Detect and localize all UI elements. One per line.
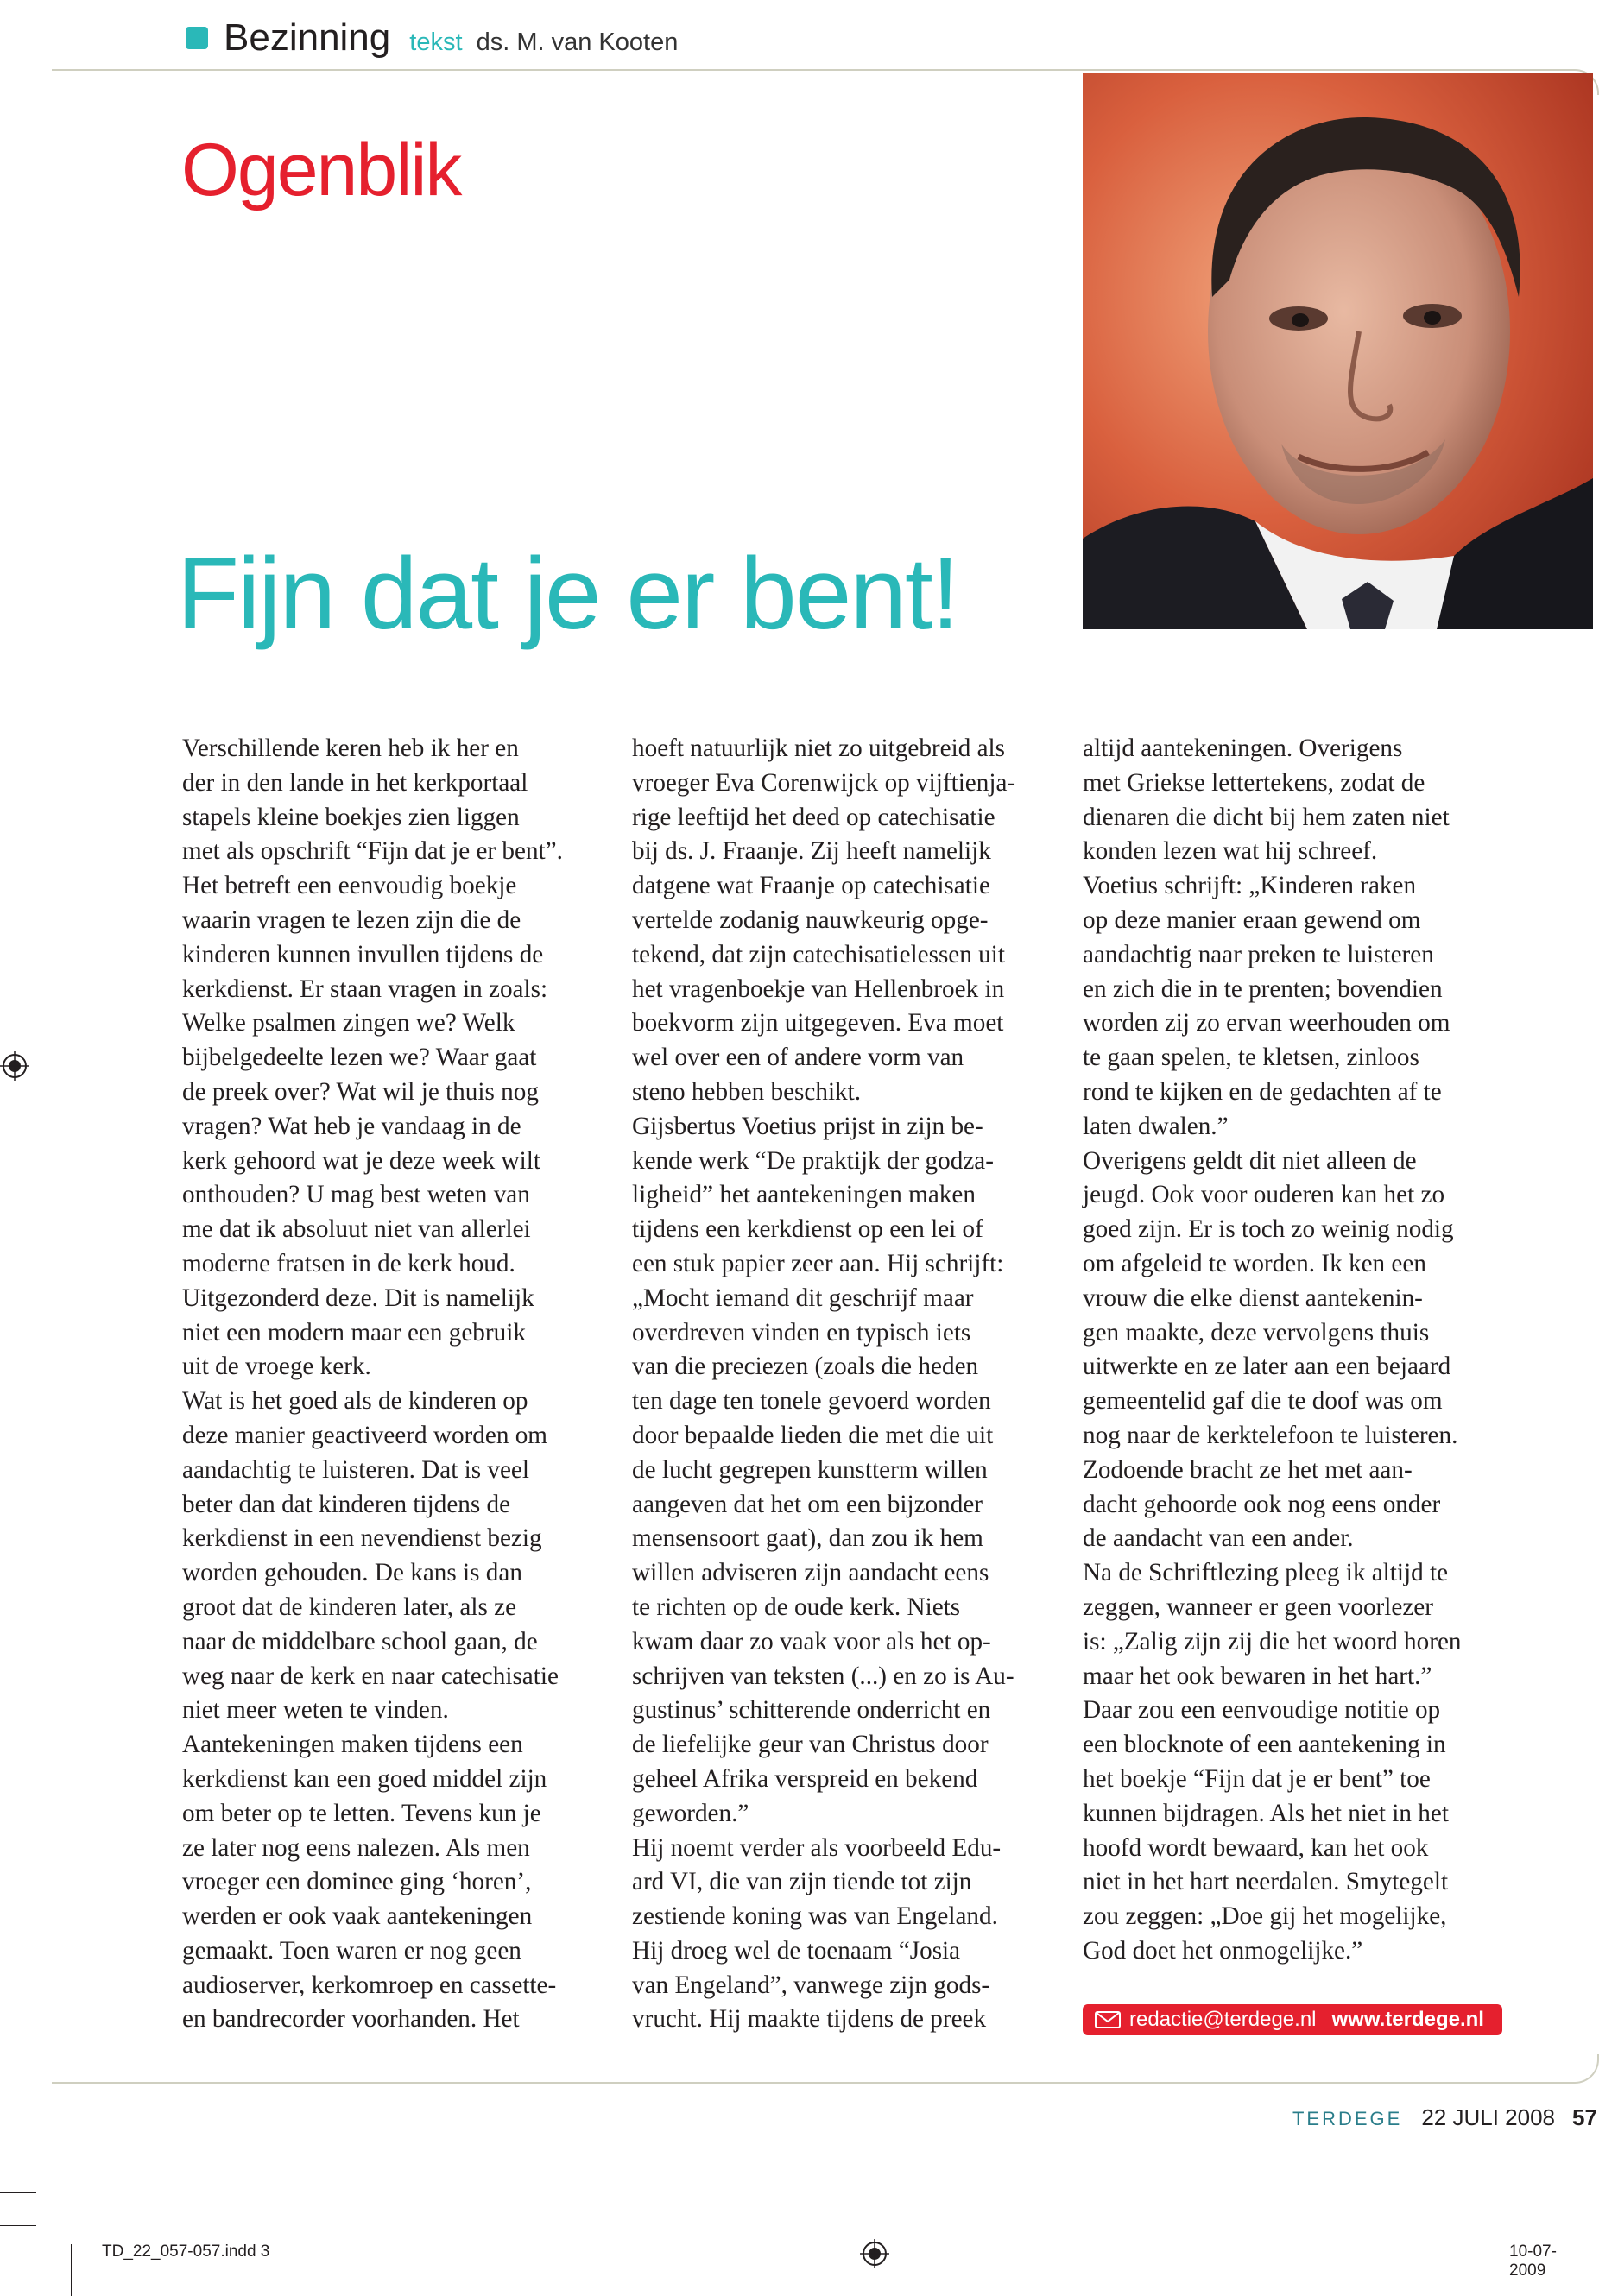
text-line: te gaan spelen, te kletsen, zinloos bbox=[1083, 1044, 1419, 1072]
text-line: geworden.” bbox=[632, 1799, 749, 1827]
text-line: uit de vroege kerk. bbox=[182, 1353, 371, 1381]
text-line: steno hebben beschikt. bbox=[632, 1077, 862, 1106]
text-line: Gijsbertus Voetius prijst in zijn be- bbox=[632, 1112, 983, 1140]
text-line: Uitgezonderd deze. Dit is namelijk bbox=[182, 1284, 534, 1312]
text-line: om afgeleid te worden. Ik ken een bbox=[1083, 1249, 1426, 1277]
text-line: tekend, dat zijn catechisatielessen uit bbox=[632, 940, 1005, 968]
text-line: zou zeggen: „Doe gij het mogelijke, bbox=[1083, 1902, 1447, 1931]
text-line: de preek over? Wat wil je thuis nog bbox=[182, 1077, 539, 1106]
author-portrait bbox=[1083, 73, 1593, 629]
registration-mark-icon bbox=[860, 2239, 889, 2268]
text-line: Aantekeningen maken tijdens een bbox=[182, 1731, 523, 1759]
section-name: Bezinning bbox=[224, 16, 391, 59]
text-line: niet meer weten te vinden. bbox=[182, 1696, 449, 1725]
text-line: bijbelgedeelte lezen we? Waar gaat bbox=[182, 1044, 537, 1072]
text-line: werden er ook vaak aantekeningen bbox=[182, 1902, 533, 1931]
text-line: konden lezen wat hij schreef. bbox=[1083, 837, 1378, 866]
text-line: deze manier geactiveerd worden om bbox=[182, 1421, 548, 1449]
text-line: aandachtig te luisteren. Dat is veel bbox=[182, 1455, 529, 1484]
text-line: naar de middelbare school gaan, de bbox=[182, 1627, 538, 1656]
text-line: groot dat de kinderen later, als ze bbox=[182, 1593, 517, 1621]
text-line: uitwerkte en ze later aan een bejaard bbox=[1083, 1353, 1451, 1381]
text-line: der in den lande in het kerkportaal bbox=[182, 768, 528, 797]
text-line: vrucht. Hij maakte tijdens de preek bbox=[632, 2005, 987, 2034]
text-line: worden gehouden. De kans is dan bbox=[182, 1559, 522, 1587]
text-line: me dat ik absoluut niet van allerlei bbox=[182, 1215, 531, 1244]
text-line: onthouden? U mag best weten van bbox=[182, 1181, 530, 1209]
text-line: kende werk “De praktijk der godza- bbox=[632, 1146, 994, 1175]
footer-date: 22 JULI 2008 bbox=[1421, 2104, 1555, 2130]
text-line: kerk gehoord wat je deze week wilt bbox=[182, 1146, 540, 1175]
text-line: om beter op te letten. Tevens kun je bbox=[182, 1799, 541, 1827]
text-line: moderne fratsen in de kerk houd. bbox=[182, 1249, 515, 1277]
text-line: zeggen, wanneer er geen voorlezer bbox=[1083, 1593, 1433, 1621]
text-line: Verschillende keren heb ik her en bbox=[182, 735, 519, 762]
text-line: altijd aantekeningen. Overigens bbox=[1083, 735, 1403, 762]
text-line: ligheid” het aantekeningen maken bbox=[632, 1181, 976, 1209]
text-line: ard VI, die van zijn tiende tot zijn bbox=[632, 1868, 972, 1896]
section-header bbox=[186, 12, 678, 64]
contact-email-link[interactable]: redactie@terdege.nl bbox=[1129, 2008, 1317, 2031]
text-line: geheel Afrika verspreid en bekend bbox=[632, 1764, 978, 1793]
text-line: schrijven van teksten (...) en zo is Au- bbox=[632, 1662, 1014, 1690]
text-column-3 bbox=[1083, 732, 1513, 1969]
text-line: Daar zou een eenvoudige notitie op bbox=[1083, 1696, 1441, 1725]
text-column-2 bbox=[632, 732, 1062, 2037]
text-line: en zich die in te prenten; bovendien bbox=[1083, 975, 1443, 1003]
text-line: op deze manier eraan gewend om bbox=[1083, 905, 1421, 934]
text-line: Overigens geldt dit niet alleen de bbox=[1083, 1146, 1417, 1175]
text-line: beter dan dat kinderen tijdens de bbox=[182, 1490, 511, 1518]
text-line: nog naar de kerktelefoon te luisteren. bbox=[1083, 1421, 1458, 1449]
text-line: de aandacht van een ander. bbox=[1083, 1524, 1354, 1553]
text-line: van die preciezen (zoals die heden bbox=[632, 1353, 979, 1381]
text-line: stapels kleine boekjes zien liggen bbox=[182, 803, 520, 831]
article-kicker: Ogenblik bbox=[181, 129, 461, 211]
text-line: Wat is het goed als de kinderen op bbox=[182, 1387, 528, 1416]
text-line: kwam daar zo vaak voor als het op- bbox=[632, 1627, 991, 1656]
text-line: de liefelijke geur van Christus door bbox=[632, 1731, 989, 1759]
byline bbox=[409, 20, 678, 57]
text-line: „Mocht iemand dit geschrijf maar bbox=[632, 1284, 974, 1312]
text-line: niet in het hart neerdalen. Smytegelt bbox=[1083, 1868, 1449, 1896]
text-line: Na de Schriftlezing pleeg ik altijd te bbox=[1083, 1559, 1449, 1587]
text-line: God doet het onmogelijke.” bbox=[1083, 1936, 1363, 1965]
text-line: bij ds. J. Fraanje. Zij heeft namelijk bbox=[632, 837, 991, 866]
text-line: vragen? Wat heb je vandaag in de bbox=[182, 1112, 521, 1140]
text-line: dienaren die dicht bij hem zaten niet bbox=[1083, 803, 1450, 831]
text-line: Hij noemt verder als voorbeeld Edu- bbox=[632, 1833, 1002, 1862]
frame-line-bottom bbox=[52, 2054, 1599, 2084]
page-number: 57 bbox=[1572, 2104, 1597, 2130]
text-line: ze later nog eens nalezen. Als men bbox=[182, 1833, 530, 1862]
text-line: een stuk papier zeer aan. Hij schrijft: bbox=[632, 1249, 1004, 1277]
text-line: hoofd wordt bewaard, kan het ook bbox=[1083, 1833, 1429, 1862]
text-line: rige leeftijd het deed op catechisatie bbox=[632, 803, 995, 831]
text-line: kerkdienst in een nevendienst bezig bbox=[182, 1524, 542, 1553]
text-line: vertelde zodanig nauwkeurig opge- bbox=[632, 905, 989, 934]
mail-icon bbox=[1095, 2011, 1121, 2028]
text-line: met als opschrift “Fijn dat je er bent”. bbox=[182, 837, 563, 866]
text-line: niet een modern maar een gebruik bbox=[182, 1318, 526, 1347]
text-line: vroeger Eva Corenwijck op vijftienja- bbox=[632, 768, 1016, 797]
article-title: Fijn dat je er bent! bbox=[177, 537, 958, 651]
text-line: worden zij zo ervan weerhouden om bbox=[1083, 1009, 1450, 1038]
text-line: waarin vragen te lezen zijn die de bbox=[182, 905, 521, 934]
text-line: door bepaalde lieden die met die uit bbox=[632, 1421, 994, 1449]
text-line: rond te kijken en de gedachten af te bbox=[1083, 1077, 1442, 1106]
text-line: Hij droeg wel de toenaam “Josia bbox=[632, 1936, 961, 1965]
text-line: Zodoende bracht ze het met aan- bbox=[1083, 1455, 1413, 1484]
section-marker-icon bbox=[186, 27, 208, 49]
text-line: willen adviseren zijn aandacht eens bbox=[632, 1559, 989, 1587]
text-line: gustinus’ schitterende onderricht en bbox=[632, 1696, 991, 1725]
footer-magazine: TERDEGE bbox=[1292, 2108, 1403, 2129]
contact-bar bbox=[1083, 2004, 1502, 2035]
text-line: goed zijn. Er is toch zo weinig nodig bbox=[1083, 1215, 1454, 1244]
text-line: met Griekse lettertekens, zodat de bbox=[1083, 768, 1425, 797]
text-line: jeugd. Ook voor ouderen kan het zo bbox=[1083, 1181, 1445, 1209]
text-line: gen maakte, deze vervolgens thuis bbox=[1083, 1318, 1430, 1347]
text-line: te richten op de oude kerk. Niets bbox=[632, 1593, 961, 1621]
text-line: aangeven dat het om een bijzonder bbox=[632, 1490, 983, 1518]
text-line: zestiende koning was van Engeland. bbox=[632, 1902, 998, 1931]
crop-mark bbox=[0, 2225, 36, 2226]
text-line: aandachtig naar preken te luisteren bbox=[1083, 940, 1434, 968]
text-line: overdreven vinden en typisch iets bbox=[632, 1318, 971, 1347]
text-line: van Engeland”, vanwege zijn gods- bbox=[632, 1971, 990, 1999]
slug-date: 10-07-2009 bbox=[1509, 2242, 1557, 2280]
text-line: maar het ook bewaren in het hart.” bbox=[1083, 1662, 1432, 1690]
text-line: datgene wat Fraanje op catechisatie bbox=[632, 872, 990, 900]
text-line: kerkdienst kan een goed middel zijn bbox=[182, 1764, 547, 1793]
text-column-1 bbox=[182, 732, 612, 2037]
text-line: hoeft natuurlijk niet zo uitgebreid als bbox=[632, 735, 1006, 762]
text-line: laten dwalen.” bbox=[1083, 1112, 1229, 1140]
text-line: het vragenboekje van Hellenbroek in bbox=[632, 975, 1005, 1003]
slug-filename: TD_22_057-057.indd 3 bbox=[102, 2242, 270, 2261]
text-line: Welke psalmen zingen we? Welk bbox=[182, 1009, 515, 1038]
text-line: dacht gehoorde ook nog eens onder bbox=[1083, 1490, 1441, 1518]
text-line: boekvorm zijn uitgegeven. Eva moet bbox=[632, 1009, 1004, 1038]
text-line: vroeger een dominee ging ‘horen’, bbox=[182, 1868, 532, 1896]
registration-mark-icon bbox=[0, 1051, 29, 1081]
text-line: gemaakt. Toen waren er nog geen bbox=[182, 1936, 521, 1965]
text-line: wel over een of andere vorm van bbox=[632, 1044, 964, 1072]
text-line: een blocknote of een aantekening in bbox=[1083, 1731, 1446, 1759]
page-footer bbox=[1292, 2104, 1597, 2131]
crop-mark bbox=[0, 2192, 36, 2193]
text-line: mensensoort gaat), dan zou ik hem bbox=[632, 1524, 983, 1553]
text-line: en bandrecorder voorhanden. Het bbox=[182, 2005, 520, 2034]
text-line: tijdens een kerkdienst op een lei of bbox=[632, 1215, 983, 1244]
contact-website-link[interactable]: www.terdege.nl bbox=[1331, 2008, 1484, 2031]
crop-mark bbox=[71, 2244, 72, 2296]
text-line: ten dage ten tonele gevoerd worden bbox=[632, 1387, 991, 1416]
byline-label: tekst bbox=[409, 28, 463, 56]
text-line: gemeentelid gaf die te doof was om bbox=[1083, 1387, 1443, 1416]
text-line: het boekje “Fijn dat je er bent” toe bbox=[1083, 1764, 1431, 1793]
text-line: kinderen kunnen invullen tijdens de bbox=[182, 940, 544, 968]
text-line: Voetius schrijft: „Kinderen raken bbox=[1083, 872, 1417, 900]
text-line: weg naar de kerk en naar catechisatie bbox=[182, 1662, 559, 1690]
text-line: vrouw die elke dienst aantekenin- bbox=[1083, 1284, 1423, 1312]
byline-author: ds. M. van Kooten bbox=[476, 28, 679, 56]
text-line: kunnen bijdragen. Als het niet in het bbox=[1083, 1799, 1449, 1827]
text-line: de lucht gegrepen kunstterm willen bbox=[632, 1455, 988, 1484]
text-line: kerkdienst. Er staan vragen in zoals: bbox=[182, 975, 548, 1003]
text-line: audioserver, kerkomroep en cassette- bbox=[182, 1971, 557, 1999]
text-line: Het betreft een eenvoudig boekje bbox=[182, 872, 517, 900]
text-line: is: „Zalig zijn zij die het woord horen bbox=[1083, 1627, 1462, 1656]
